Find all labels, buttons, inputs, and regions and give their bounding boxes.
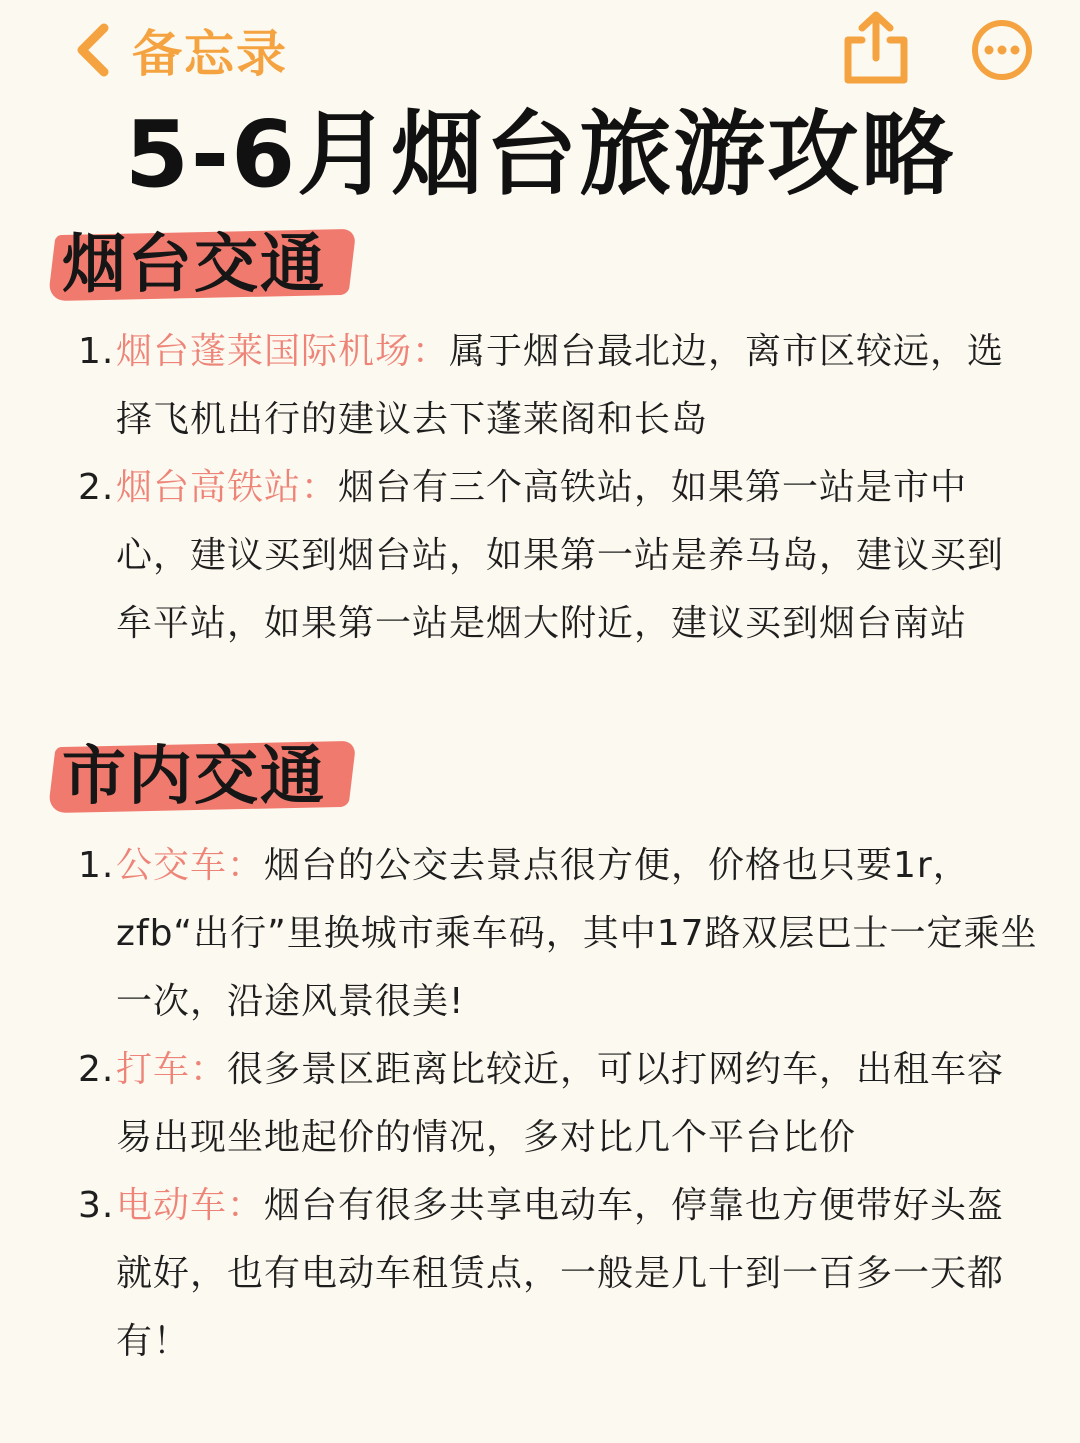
city-transport-list — [78, 832, 1038, 1376]
item-key: 打车： — [116, 1049, 228, 1090]
item-key: 公交车： — [116, 845, 265, 886]
share-button[interactable] — [838, 10, 914, 86]
section-heading-transport — [52, 224, 352, 306]
section-heading-text: 烟台交通 — [62, 228, 326, 302]
list-item — [78, 832, 1038, 1036]
transport-list — [78, 318, 1038, 658]
more-icon — [970, 18, 1034, 82]
item-text: 烟台有很多共享电动车，停靠也方便带好头盔就好，也有电动车租赁点，一般是几十到一百多一天都有！ — [116, 1185, 1005, 1362]
item-number: 2. — [78, 467, 115, 508]
list-item — [78, 318, 1038, 454]
item-number: 2. — [78, 1049, 115, 1090]
page-title: 5-6月烟台旅游攻略 — [124, 101, 956, 208]
item-text: 属于烟台最北边，离市区较远，选择飞机出行的建议去下蓬莱阁和长岛 — [116, 331, 1005, 440]
item-key: 烟台高铁站： — [116, 467, 339, 508]
back-button[interactable] — [72, 18, 288, 82]
nav-bar — [0, 0, 1080, 100]
item-number: 3. — [78, 1185, 115, 1226]
item-text: 烟台有三个高铁站，如果第一站是市中心，建议买到烟台站，如果第一站是养马岛，建议买到牟平站，如果第一站是烟大附近，建议买到烟台南站 — [116, 467, 1005, 644]
item-text: 很多景区距离比较近，可以打网约车，出租车容易出现坐地起价的情况，多对比几个平台比价 — [116, 1049, 1005, 1158]
list-item — [78, 454, 1038, 658]
section-heading-text: 市内交通 — [62, 740, 326, 814]
item-key: 电动车： — [116, 1185, 265, 1226]
item-number: 1. — [78, 845, 115, 886]
item-key: 烟台蓬莱国际机场： — [116, 331, 450, 372]
list-item — [78, 1036, 1038, 1172]
item-text: 烟台的公交去景点很方便，价格也只要1r，zfb“出行”里换城市乘车码，其中17路双层巴士一定乘坐一次，沿途风景很美! — [116, 845, 1038, 1022]
item-number: 1. — [78, 331, 115, 372]
chevron-left-icon — [72, 22, 112, 78]
share-icon — [838, 10, 914, 86]
back-label: 备忘录 — [132, 25, 288, 83]
more-button[interactable] — [970, 18, 1034, 82]
section-heading-city-transport — [52, 736, 352, 818]
list-item — [78, 1172, 1038, 1376]
